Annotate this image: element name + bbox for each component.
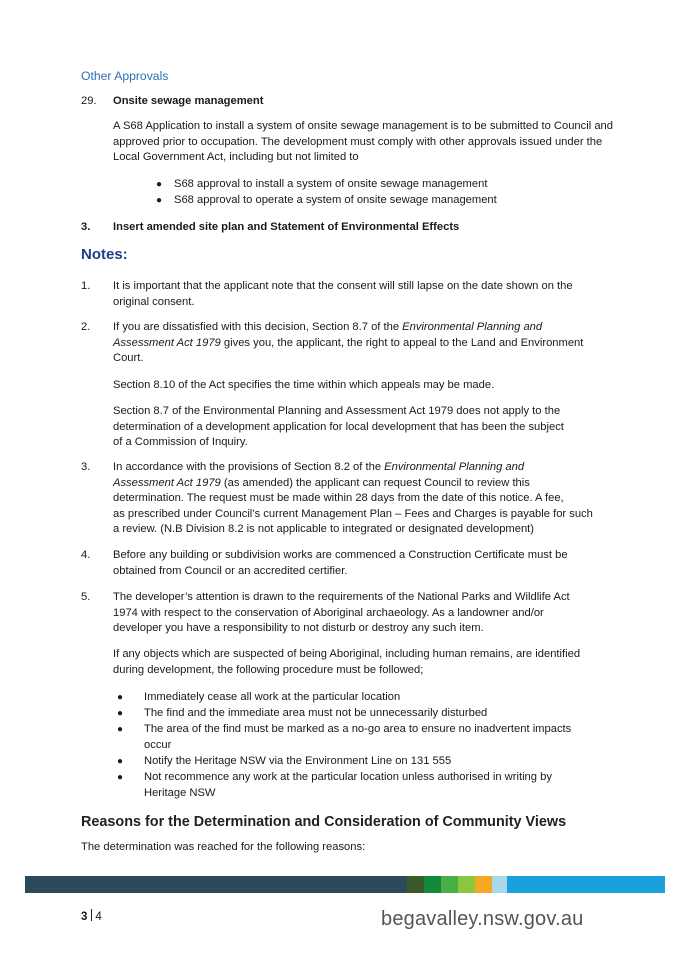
bullet-icon: ● <box>156 195 163 206</box>
note-line: Court. <box>113 352 144 365</box>
note-line: 1974 with respect to the conservation of Aboriginal archaeology. As a landowner and/or <box>113 606 544 619</box>
note-3-number: 3. <box>81 461 91 473</box>
footer-color-bar <box>25 876 665 893</box>
note-5-number: 5. <box>81 591 91 603</box>
note-4-number: 4. <box>81 549 91 561</box>
bullet-item-continuation: occur <box>144 739 172 751</box>
note-4-text <box>113 548 628 579</box>
bullet-icon: ● <box>117 772 124 783</box>
other-approvals-heading: Other Approvals <box>81 69 169 83</box>
bullet-icon: ● <box>156 179 163 190</box>
note-2-text <box>113 320 628 367</box>
bullet-item: The find and the immediate area must not be unnecessarily disturbed <box>144 707 488 719</box>
note-line: Assessment Act 1979 gives you, the applicant, the right to appeal to the Land and Environment <box>113 336 584 349</box>
note-line: a review. (N.B Division 8.2 is not applicable to integrated or designated development) <box>113 523 535 536</box>
section-3-number: 3. <box>81 221 91 233</box>
bullet-icon: ● <box>117 708 124 719</box>
note-line: If any objects which are suspected of being Aboriginal, including human remains, are identified <box>113 648 581 660</box>
bullet-item: Immediately cease all work at the particular location <box>144 691 401 703</box>
footer-bar-segment <box>507 876 665 893</box>
bullet-icon: ● <box>117 692 124 703</box>
body-line: Local Government Act, including but not limited to <box>113 151 359 164</box>
note-1-number: 1. <box>81 280 91 292</box>
item-29-title: Onsite sewage management <box>113 95 264 107</box>
footer-bar-segment <box>492 876 507 893</box>
note-2-paragraph-3 <box>113 404 628 451</box>
note-line: Section 8.7 of the Environmental Planning and Assessment Act 1979 does not apply to the <box>113 405 561 417</box>
note-5-text <box>113 590 628 637</box>
footer-bar-segment <box>25 876 407 893</box>
bullet-item: The area of the find must be marked as a no-go area to ensure no inadvertent impacts <box>144 723 572 735</box>
website-logo-text: begavalley.nsw.gov.au <box>381 908 584 930</box>
note-line: The developer’s attention is drawn to the requirements of the National Parks and Wildlife Act <box>113 591 570 603</box>
footer-bar-segment <box>407 876 424 893</box>
bullet-icon: ● <box>117 724 124 735</box>
item-29-body <box>113 119 628 166</box>
footer-bar-segment <box>475 876 492 893</box>
note-line: original consent. <box>113 295 195 308</box>
note-line: as prescribed under Council’s current Management Plan – Fees and Charges is payable for such <box>113 507 593 520</box>
bullet-item: Notify the Heritage NSW via the Environment Line on 131 555 <box>144 755 452 767</box>
body-line: A S68 Application to install a system of onsite sewage management is to be submitted to Council and <box>113 120 613 132</box>
reasons-text: The determination was reached for the following reasons: <box>81 841 366 853</box>
bullet-item: S68 approval to operate a system of onsite sewage management <box>174 194 497 206</box>
bullet-icon: ● <box>117 756 124 767</box>
note-line: determination of a development application for local development that has been the subject <box>113 420 564 433</box>
note-line: Before any building or subdivision works are commenced a Construction Certificate must be <box>113 549 568 561</box>
note-line: If you are dissatisfied with this decision, Section 8.7 of the Environmental Planning and <box>113 321 543 333</box>
page-number: 3 4 <box>81 911 102 923</box>
note-line: It is important that the applicant note that the consent will still lapse on the date shown on the <box>113 280 573 292</box>
body-line: approved prior to occupation. The development must comply with other approvals issued under the <box>113 135 603 148</box>
footer-bar-segment <box>424 876 441 893</box>
footer-bar-segment <box>441 876 458 893</box>
note-line: obtained from Council or an accredited certifier. <box>113 564 348 577</box>
note-3-text <box>113 460 628 538</box>
note-line: developer you have a responsibility to not disturb or destroy any such item. <box>113 622 484 635</box>
note-line: Assessment Act 1979 (as amended) the applicant can request Council to review this <box>113 476 530 489</box>
bullet-item: S68 approval to install a system of onsite sewage management <box>174 178 488 190</box>
bullet-item: Not recommence any work at the particular location unless authorised in writing by <box>144 771 552 783</box>
section-3-title: Insert amended site plan and Statement of Environmental Effects <box>113 221 460 233</box>
footer-bar-segment <box>458 876 475 893</box>
notes-heading: Notes: <box>81 246 128 263</box>
item-29-number: 29. <box>81 95 97 107</box>
note-5-paragraph-2 <box>113 647 628 678</box>
note-line: determination. The request must be made within 28 days from the date of this notice. A fee, <box>113 492 564 505</box>
bullet-item-continuation: Heritage NSW <box>144 787 216 799</box>
note-line: during development, the following procedure must be followed; <box>113 663 424 676</box>
reasons-heading: Reasons for the Determination and Consideration of Community Views <box>81 814 567 830</box>
note-1-text <box>113 279 628 310</box>
note-2-paragraph-2: Section 8.10 of the Act specifies the time within which appeals may be made. <box>113 379 495 391</box>
note-2-number: 2. <box>81 321 91 333</box>
note-line: In accordance with the provisions of Section 8.2 of the Environmental Planning and <box>113 461 525 473</box>
note-line: of a Commission of Inquiry. <box>113 436 248 449</box>
